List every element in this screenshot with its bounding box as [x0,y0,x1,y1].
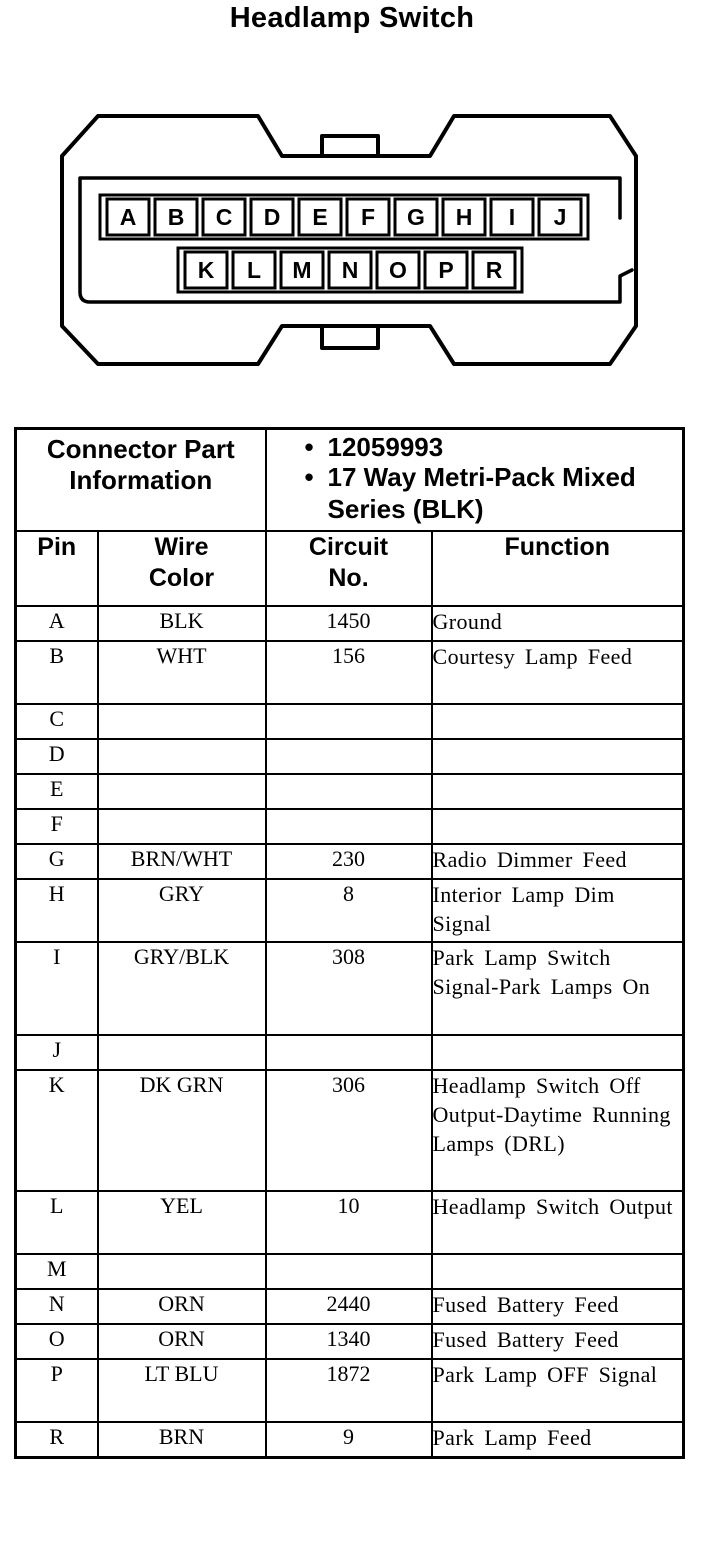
circuit-cell [266,809,432,844]
function-cell: Headlamp Switch Off Output-Daytime Running Lamps (DRL) [432,1070,684,1191]
pin-cell: H [16,879,98,942]
circuit-cell: 10 [266,1191,432,1254]
table-row [16,1359,684,1422]
table-row [16,1324,684,1359]
circuit-cell: 9 [266,1422,432,1458]
table-row [16,704,684,739]
pin-label-L: L [246,257,262,283]
pin-cell: M [16,1254,98,1289]
wire-color-cell: GRY/BLK [98,942,266,1035]
pin-cell: J [16,1035,98,1070]
wire-color-cell: BRN/WHT [98,844,266,879]
pin-label-H: H [455,204,473,230]
connector-series: 17 Way Metri-Pack Mixed Series (BLK) [327,462,636,524]
wire-color-cell: YEL [98,1191,266,1254]
part-info-row [16,429,684,532]
function-cell: Fused Battery Feed [432,1289,684,1324]
table-row [16,809,684,844]
circuit-cell: 2440 [266,1289,432,1324]
pin-label-M: M [292,257,312,283]
col-header-function: Function [432,531,684,606]
connector-face-diagram [0,0,704,400]
table-row [16,1422,684,1458]
function-cell: Courtesy Lamp Feed [432,641,684,704]
function-cell: Park Lamp Feed [432,1422,684,1458]
pin-cell: B [16,641,98,704]
function-cell [432,809,684,844]
wire-color-cell: ORN [98,1324,266,1359]
wire-color-cell [98,774,266,809]
circuit-cell: 308 [266,942,432,1035]
function-cell: Park Lamp OFF Signal [432,1359,684,1422]
pin-cell: I [16,942,98,1035]
pin-cell: P [16,1359,98,1422]
part-number: 12059993 [327,432,444,462]
pin-cell: F [16,809,98,844]
table-row [16,606,684,641]
circuit-cell: 230 [266,844,432,879]
table-row [16,774,684,809]
wire-color-cell [98,704,266,739]
pin-label-A: A [119,204,137,230]
circuit-cell: 1872 [266,1359,432,1422]
pinout-table [14,427,685,1459]
wire-color-cell [98,739,266,774]
function-cell: Fused Battery Feed [432,1324,684,1359]
function-cell [432,1035,684,1070]
table-row [16,1070,684,1191]
pin-label-E: E [312,204,328,230]
table-row [16,1254,684,1289]
wire-color-cell: BRN [98,1422,266,1458]
table-row [16,739,684,774]
pin-cell: E [16,774,98,809]
wire-color-cell [98,1254,266,1289]
pin-cell: D [16,739,98,774]
pin-cell: L [16,1191,98,1254]
circuit-cell: 1450 [266,606,432,641]
pin-cell: K [16,1070,98,1191]
wire-color-cell [98,1035,266,1070]
function-cell: Ground [432,606,684,641]
pin-label-P: P [438,257,454,283]
circuit-cell [266,739,432,774]
wire-color-cell: BLK [98,606,266,641]
pin-label-D: D [263,204,281,230]
function-cell: Headlamp Switch Output [432,1191,684,1254]
function-cell: Park Lamp Switch Signal-Park Lamps On [432,942,684,1035]
table-row [16,1035,684,1070]
pin-label-K: K [197,257,215,283]
column-header-row [16,531,684,606]
circuit-cell: 8 [266,879,432,942]
wire-color-cell: GRY [98,879,266,942]
pin-label-I: I [508,204,516,230]
col-header-wire-color: Wire Color [98,531,266,606]
table-row [16,1191,684,1254]
circuit-cell: 306 [266,1070,432,1191]
table-row [16,844,684,879]
col-header-pin: Pin [16,531,98,606]
function-cell: Radio Dimmer Feed [432,844,684,879]
pin-label-J: J [553,204,567,230]
col-header-circuit: Circuit No. [266,531,432,606]
pin-cell: A [16,606,98,641]
pin-cell: N [16,1289,98,1324]
pin-cell: C [16,704,98,739]
pin-label-C: C [215,204,233,230]
table-row [16,1289,684,1324]
circuit-cell [266,1254,432,1289]
function-cell [432,774,684,809]
pin-label-F: F [360,204,376,230]
function-cell [432,739,684,774]
function-cell [432,1254,684,1289]
pin-label-B: B [167,204,185,230]
circuit-cell: 156 [266,641,432,704]
pin-cell: O [16,1324,98,1359]
circuit-cell: 1340 [266,1324,432,1359]
circuit-cell [266,1035,432,1070]
pin-label-O: O [389,257,407,283]
part-info-label: Connector Part Information [46,434,235,495]
pin-cell: G [16,844,98,879]
wire-color-cell: LT BLU [98,1359,266,1422]
table-row [16,942,684,1035]
table-row [16,879,684,942]
circuit-cell [266,774,432,809]
function-cell: Interior Lamp Dim Signal [432,879,684,942]
wire-color-cell: DK GRN [98,1070,266,1191]
page-title: Headlamp Switch [229,2,475,34]
pin-label-R: R [485,257,503,283]
pin-label-N: N [341,257,359,283]
wire-color-cell: ORN [98,1289,266,1324]
pin-cell: R [16,1422,98,1458]
table-row [16,641,684,704]
wire-color-cell [98,809,266,844]
part-info-values: • 12059993 • 17 Way Metri-Pack Mixed Series (BLK) [304,432,636,524]
function-cell [432,704,684,739]
circuit-cell [266,704,432,739]
wire-color-cell: WHT [98,641,266,704]
pin-label-G: G [407,204,425,230]
